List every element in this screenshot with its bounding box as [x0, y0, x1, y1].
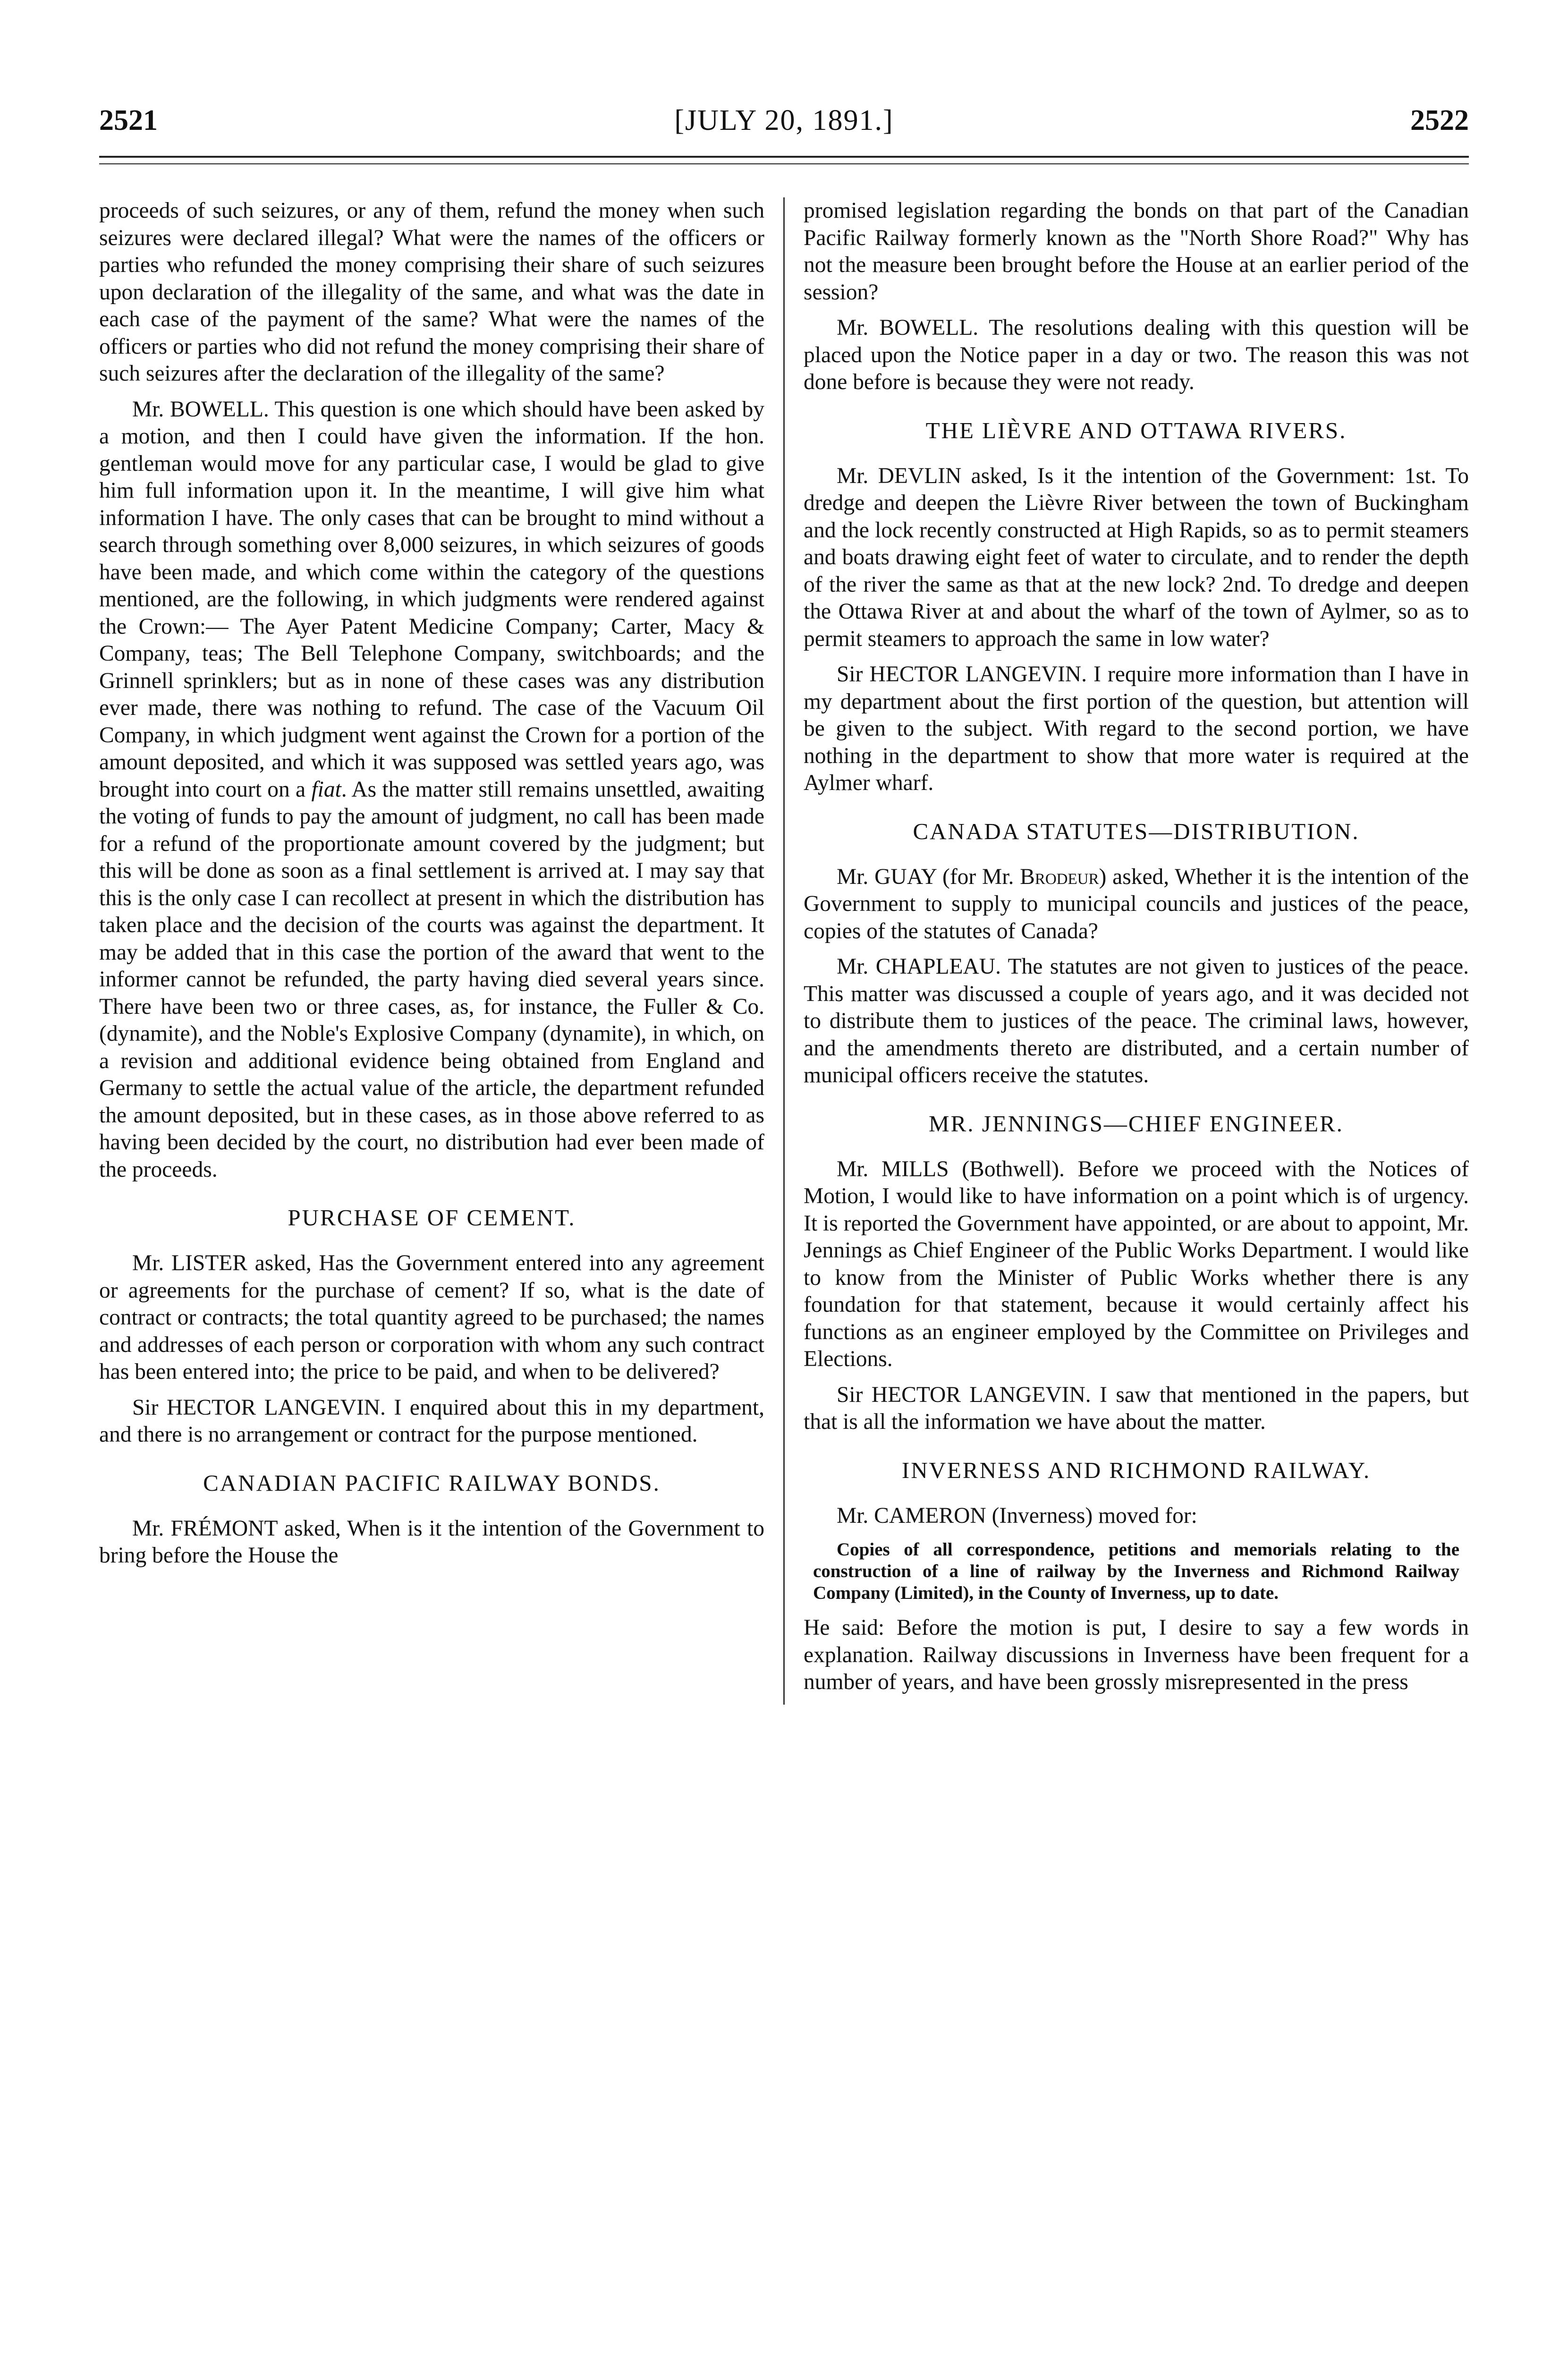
section-heading: CANADIAN PACIFIC RAILWAY BONDS. [203, 1469, 661, 1496]
paragraph: Mr. LISTER asked, Has the Government entered into any agreement or agreements for the purchase of cement? If so, what is the date of contract or contracts; the total quantity agreed to be purchased; the names and addresses of each person or corporation with whom any such contract has been entered into; the price to be paid, and when to be delivered? [99, 1251, 764, 1384]
paragraph: Mr. MILLS (Bothwell). Before we proceed with the Notices of Motion, I would like to have information on a point which is of urgency. It is reported the Government have appointed, or are about to appoint, Mr. Jennings as Chief Engineer of the Public Works Department. I would like to know from the Minister of Public Works whether there is any foundation for that statement, because it would certainly affect his functions as an engineer employed by the Committee on Privileges and Elections. [804, 1156, 1469, 1371]
paragraph: proceeds of such seizures, or any of them, refund the money when such seizures were declared illegal? What were the names of the officers or parties who refunded the money comprising their share of such seizures upon declaration of the illegality of the same, and what was the date in each case of the payment of the same? What were the names of the officers or parties who did not refund the money comprising their share of such seizures after the declaration of the illegality of the same? [99, 198, 764, 386]
paragraph: Mr. CAMERON (Inverness) moved for: [837, 1503, 1197, 1528]
paragraph: Mr. CHAPLEAU. The statutes are not given to justices of the peace. This matter was discussed a couple of years ago, and it was decided not to distribute them to justices of the peace. The criminal laws, however, and the amendments thereto are distributed, and a certain number of municipal officers receive the statutes. [804, 954, 1469, 1087]
page-number-right: 2522 [1410, 104, 1469, 136]
paragraph: Mr. FRÉMONT asked, When is it the intention of the Government to bring before the House the [99, 1516, 764, 1568]
section-heading: INVERNESS AND RICHMOND RAILWAY. [901, 1457, 1371, 1483]
paragraph [99, 396, 764, 1184]
paragraph: He said: Before the motion is put, I desire to say a few words in explanation. Railway discussions in Inverness have been frequent for a number of years, and have been grossly misrepresented in the press [804, 1615, 1469, 1694]
paragraph: promised legislation regarding the bonds on that part of the Canadian Pacific Railway formerly known as the "North Shore Road?" Why has not the measure been brought before the House at an earlier period of the session? [804, 198, 1469, 305]
right-column [785, 197, 1469, 1705]
text-run: Mr. BOWELL. This question is one which should have been asked by a motion, and then I could have given the information. If the hon. gentleman would move for any particular case, I would be glad to give him full information upon it. In the meantime, I will give him what information I have. The only cases that can be brought to mind without a search through something over 8,000 seizures, in which seizures of goods have been made, and which come within the category of the questions mentioned, are the following, in which judgments were rendered against the Crown:— The Ayer Patent Medicine Company; Carter, Macy & Company, teas; The Bell Telephone Company, switchboards; and the Grinnell sprinklers; but as in none of these cases was any distribution ever made, there was nothing to refund. The case of the Vacuum Oil Company, in which judgment went against the Crown for a portion of the amount deposited, and which it was supposed was settled years ago, was brought into court on a [99, 397, 764, 802]
section-heading: THE LIÈVRE AND OTTAWA RIVERS. [925, 417, 1347, 443]
text-run: Mr. GUAY (for Mr. [837, 864, 1014, 889]
paragraph: Sir HECTOR LANGEVIN. I require more information than I have in my department about the first portion of the question, but attention will be given to the subject. With regard to the second portion, we have nothing in the department to show that more water is required at the Aylmer wharf. [804, 662, 1469, 795]
section-heading: MR. JENNINGS—CHIEF ENGINEER. [929, 1110, 1344, 1137]
issue-date: [JULY 20, 1891.] [674, 104, 894, 136]
header-rule-thick [99, 156, 1469, 158]
paragraph [804, 864, 1469, 945]
section-heading: CANADA STATUTES—DISTRIBUTION. [913, 818, 1360, 844]
italic-word: fiat [311, 777, 341, 802]
section-heading: PURCHASE OF CEMENT. [288, 1205, 576, 1231]
page-number-left: 2521 [99, 104, 158, 136]
paragraph: Sir HECTOR LANGEVIN. I enquired about this in my department, and there is no arrangement or contract for the purpose mentioned. [99, 1395, 764, 1447]
paragraph: Sir HECTOR LANGEVIN. I saw that mentioned in the papers, but that is all the information we have about the matter. [804, 1382, 1469, 1434]
left-column [99, 197, 783, 1705]
paragraph: Mr. BOWELL. The resolutions dealing with this question will be placed upon the Notice paper in a day or two. The reason this was not done before is because they were not ready. [804, 315, 1469, 394]
two-column-body [99, 197, 1469, 1705]
small-caps-name: Brodeur [1020, 864, 1099, 889]
motion-quote: Copies of all correspondence, petitions and memorials relating to the construction of a line of railway by the Inverness and Richmond Railway Company (Limited), in the County of Inverness, up to date. [813, 1539, 1459, 1603]
paragraph: Mr. DEVLIN asked, Is it the intention of the Government: 1st. To dredge and deepen the Lièvre River between the town of Buckingham and the lock recently constructed at High Rapids, so as to permit steamers and boats drawing eight feet of water to circulate, and to render the depth of the river the same as that at the new lock? 2nd. To dredge and deepen the Ottawa River at and about the wharf of the town of Aylmer, so as to permit steamers to approach the same in low water? [804, 463, 1469, 651]
header-rule-thin [99, 163, 1469, 164]
text-run: . As the matter still remains unsettled, awaiting the voting of funds to pay the amount of judgment, no call has been made for a refund of the proportionate amount covered by the judgment; but this will be done as soon as a final settlement is arrived at. I may say that this is the only case I can recollect at present in which the distribution has taken place and the decision of the courts was against the department. It may be added that in this case the portion of the award that went to the informer cannot be refunded, the party having died several years since. There have been two or three cases, as, for instance, the Fuller & Co. (dynamite), and the Noble's Explosive Company (dynamite), in which, on a revision and additional evidence being obtained from England and Germany to settle the actual value of the article, the department refunded the amount deposited, but in these cases, as in those above referred to as having been decided by the court, no distribution had ever been made of the proceeds. [99, 777, 764, 1182]
text-run: ) asked, Whether it is the intention of the Government to supply to municipal councils and justices of the peace, copies of the statutes of Canada? [804, 864, 1469, 943]
page-header [99, 104, 1469, 146]
